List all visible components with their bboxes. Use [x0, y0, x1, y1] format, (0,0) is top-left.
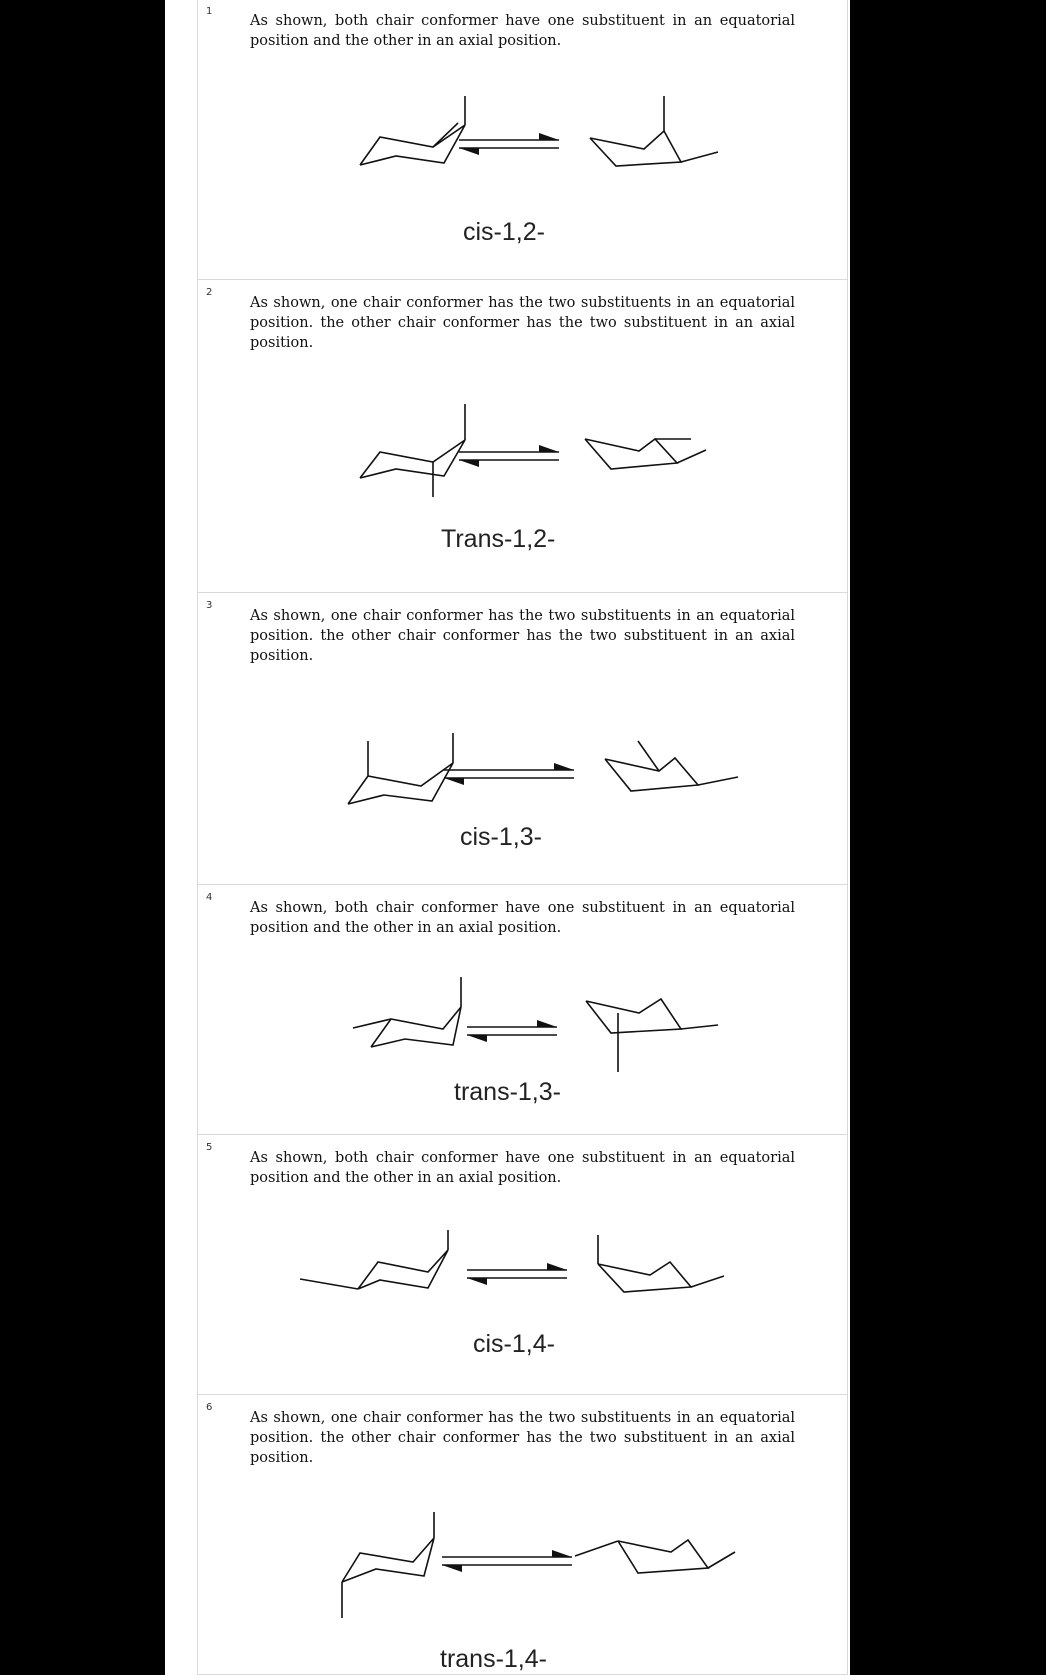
- problem-caption: cis-1,3-: [460, 823, 542, 851]
- chair-conformer-right: [583, 435, 723, 495]
- problem-text: As shown, both chair conformer have one substituent in an equatorial position and the other in an axial position.: [250, 1150, 795, 1186]
- problem-number: 6: [206, 1402, 213, 1413]
- chair-conformer-right: [596, 1235, 736, 1305]
- problem-text: As shown, both chair conformer have one substituent in an equatorial position and the other in an axial position.: [250, 13, 795, 49]
- chair-conformer-left: [338, 1510, 448, 1625]
- problem-cell-3: [197, 593, 848, 885]
- problem-text: As shown, one chair conformer has the two substituents in an equatorial position. the other chair conformer has the two substituent in an axial position.: [250, 1410, 795, 1466]
- equilibrium-arrow: [455, 132, 565, 158]
- problem-caption: cis-1,2-: [463, 218, 545, 246]
- chair-conformer-right: [588, 90, 728, 175]
- problem-cell-6: [197, 1395, 848, 1675]
- equilibrium-arrow: [463, 1020, 563, 1046]
- problem-cell-2: [197, 280, 848, 593]
- problem-caption: Trans-1,2-: [441, 525, 556, 553]
- problem-caption: trans-1,3-: [454, 1078, 561, 1106]
- equilibrium-arrow: [440, 763, 580, 789]
- problem-number: 2: [206, 287, 213, 298]
- problem-text: As shown, one chair conformer has the two substituents in an equatorial position. the other chair conformer has the two substituent in an axial position.: [250, 295, 795, 351]
- chair-conformer-right: [573, 1535, 743, 1595]
- chair-conformer-right: [583, 997, 723, 1082]
- problem-caption: trans-1,4-: [440, 1645, 547, 1673]
- chair-conformer-left: [353, 975, 463, 1055]
- equilibrium-arrow: [463, 1263, 573, 1289]
- problem-cell-4: [197, 885, 848, 1135]
- problem-cell-1: [197, 0, 848, 280]
- chair-conformer-left: [298, 1230, 438, 1305]
- problem-text: As shown, one chair conformer has the two substituents in an equatorial position. the other chair conformer has the two substituent in an axial position.: [250, 608, 795, 664]
- chair-conformer-right: [603, 733, 743, 803]
- equilibrium-arrow: [438, 1550, 578, 1576]
- problem-number: 1: [206, 6, 213, 17]
- problem-number: 3: [206, 600, 213, 611]
- equilibrium-arrow: [455, 445, 565, 471]
- problem-text: As shown, both chair conformer have one substituent in an equatorial position and the other in an axial position.: [250, 900, 795, 936]
- chair-conformer-left: [358, 90, 468, 170]
- problem-cell-5: [197, 1135, 848, 1395]
- document-page: [165, 0, 850, 1675]
- problem-number: 5: [206, 1142, 213, 1153]
- chair-conformer-left: [358, 402, 468, 502]
- problem-number: 4: [206, 892, 213, 903]
- problem-caption: cis-1,4-: [473, 1330, 555, 1358]
